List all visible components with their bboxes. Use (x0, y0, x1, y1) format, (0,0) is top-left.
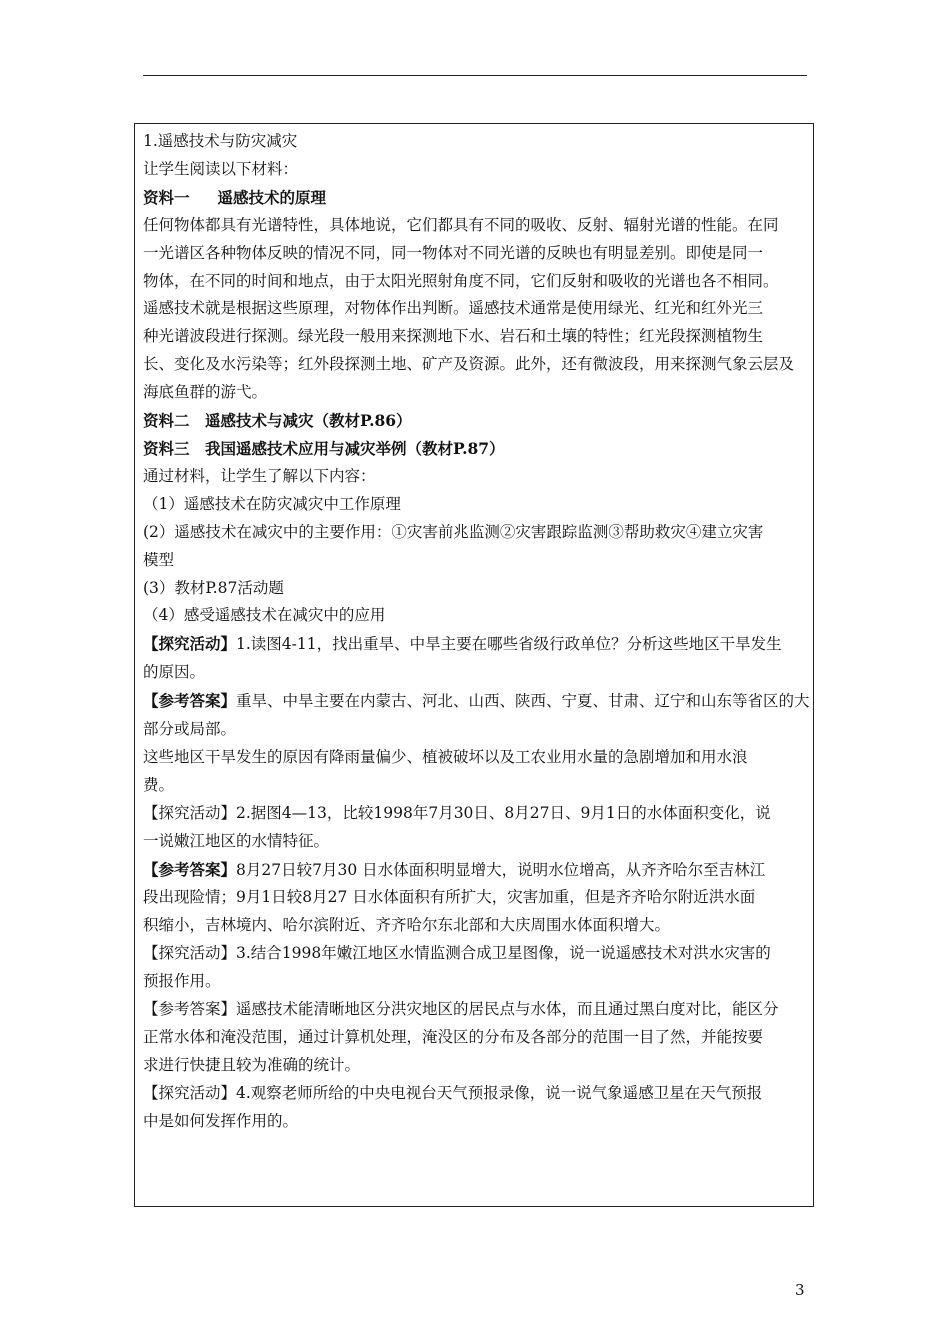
activity-label: 【探究活动】 (143, 803, 237, 822)
paragraph-line: 部分或局部。 (143, 720, 237, 739)
paragraph-line: 通过材料，让学生了解以下内容： (143, 466, 376, 485)
paragraph-line: 长、变化及水污染等；红外段探测土地、矿产及资源。此外，还有微波段，用来探测气象云层及 (143, 355, 795, 374)
paragraph-line: 预报作用。 (143, 972, 221, 991)
paragraph-line: 一说嫩江地区的水情特征。 (143, 831, 330, 850)
paragraph-line: 求进行快捷且较为准确的统计。 (143, 1055, 361, 1074)
activity-question: 【探究活动】1.读图4-11，找出重旱、中旱主要在哪些省级行政单位？分析这些地区干旱发生 (143, 634, 782, 654)
reference-answer: 【参考答案】重旱、中旱主要在内蒙古、河北、山西、陕西、宁夏、甘肃、辽宁和山东等省区的大 (143, 691, 810, 711)
paragraph: 让学生阅读以下材料： (143, 159, 299, 178)
paragraph-line: 一光谱区各种物体反映的情况不同，同一物体对不同光谱的反映也有明显差别。即使是同一 (143, 243, 764, 262)
paragraph-line: 任何物体都具有光谱特性，具体地说，它们都具有不同的吸收、反射、辐射光谱的性能。在同 (143, 215, 779, 234)
list-item-continuation: 模型 (143, 550, 175, 569)
paragraph-line: 种光谱波段进行探测。绿光段一般用来探测地下水、岩石和土壤的特性；红光段探测植物生 (143, 327, 764, 346)
material-title: 遥感技术的原理 (217, 187, 327, 207)
paragraph-line: 的原因。 (143, 663, 206, 682)
list-item: (2）遥感技术在减灾中的主要作用：①灾害前兆监测②灾害跟踪监测③帮助救灾④建立灾害 (143, 522, 764, 541)
paragraph-line: 中是如何发挥作用的。 (143, 1111, 299, 1130)
section-heading: 1.遥感技术与防灾减灾 (143, 132, 298, 150)
reference-answer: 【参考答案】8月27日较7月30 日水体面积明显增大，说明水位增高，从齐齐哈尔至吉林江 (143, 859, 766, 879)
answer-label: 【参考答案】 (143, 691, 237, 711)
list-item: （1）遥感技术在防灾减灾中工作原理 (143, 494, 401, 513)
material-heading (143, 184, 813, 212)
list-item: (3）教材P.87活动题 (143, 578, 284, 597)
paragraph-line: 积缩小，吉林境内、哈尔滨附近、齐齐哈尔东北部和大庆周围水体面积增大。 (143, 916, 671, 935)
activity-label: 【探究活动】 (143, 944, 237, 963)
paragraph-line: 这些地区干旱发生的原因有降雨量偏少、植被破坏以及工农业用水量的急剧增加和用水浪 (143, 747, 748, 766)
answer-label: 【参考答案】 (143, 1000, 237, 1019)
reference-answer: 【参考答案】遥感技术能清晰地区分洪灾地区的居民点与水体，而且通过黑白度对比，能区分 (143, 1000, 779, 1019)
activity-question: 【探究活动】4.观察老师所给的中央电视台天气预报录像，说一说气象遥感卫星在天气预报 (143, 1083, 763, 1102)
activity-question: 【探究活动】3.结合1998年嫩江地区水情监测合成卫星图像，说一说遥感技术对洪水灾害的 (143, 944, 771, 963)
paragraph-line: 物体，在不同的时间和地点，由于太阳光照射角度不同，它们反射和吸收的光谱也各不相同。 (143, 271, 779, 290)
page-number: 3 (795, 1281, 805, 1299)
paragraph-line: 海底鱼群的游弋。 (143, 383, 268, 402)
activity-label: 【探究活动】 (143, 634, 237, 654)
material-heading: 资料二 遥感技术与减灾（教材P.86） (143, 411, 412, 431)
paragraph-line: 段出现险情；9月1日较8月27 日水体面积有所扩大，灾害加重，但是齐齐哈尔附近洪水面 (143, 888, 756, 907)
material-label: 资料一 (143, 187, 190, 207)
answer-label: 【参考答案】 (143, 859, 237, 879)
list-item: （4）感受遥感技术在减灾中的应用 (143, 606, 386, 625)
activity-question: 【探究活动】2.据图4—13，比较1998年7月30日、8月27日、9月1日的水体面积变化，说 (143, 803, 771, 822)
header-rule (143, 75, 807, 76)
paragraph-line: 费。 (143, 775, 175, 794)
paragraph-line: 正常水体和淹没范围，通过计算机处理，淹没区的分布及各部分的范围一目了然，并能按要 (143, 1028, 764, 1046)
content-cell (143, 128, 813, 1136)
paragraph-line: 遥感技术就是根据这些原理，对物体作出判断。遥感技术通常是使用绿光、红光和红外光三 (143, 299, 764, 318)
activity-label: 【探究活动】 (143, 1083, 237, 1102)
material-heading: 资料三 我国遥感技术应用与减灾举例（教材P.87） (143, 438, 505, 458)
